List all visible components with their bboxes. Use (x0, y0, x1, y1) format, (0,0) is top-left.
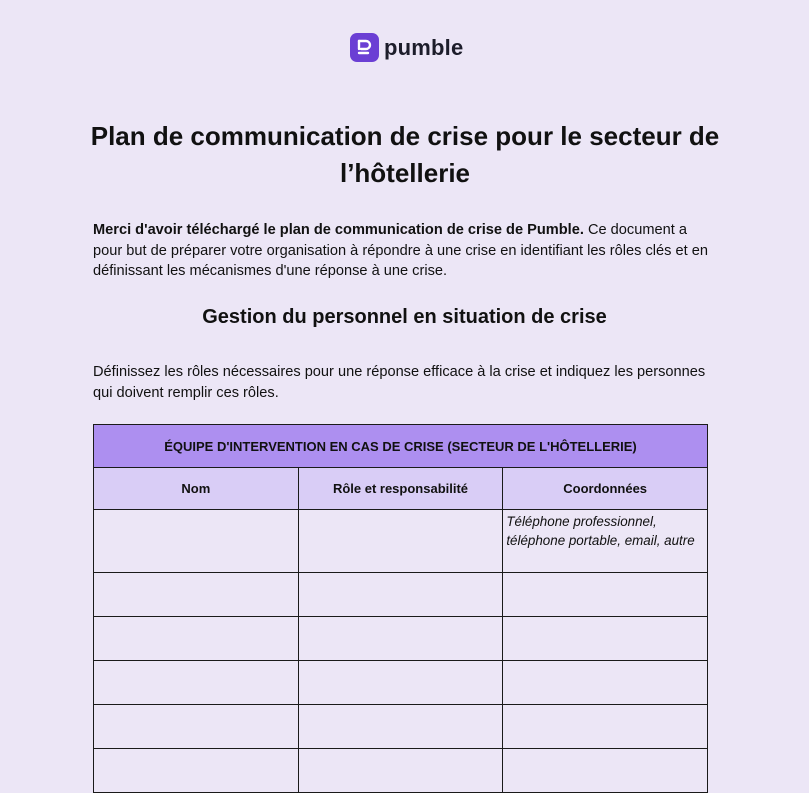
table-row (94, 705, 708, 749)
table-row (94, 510, 708, 573)
table-cell-nom[interactable] (94, 661, 299, 705)
table-cell-nom[interactable] (94, 705, 299, 749)
crisis-team-table (93, 424, 708, 793)
table-cell-nom[interactable] (94, 617, 299, 661)
table-row (94, 661, 708, 705)
pumble-logo (350, 33, 463, 62)
table-cell-nom[interactable] (94, 749, 299, 793)
table-cell-nom[interactable] (94, 573, 299, 617)
table-cell-coordonnees[interactable] (503, 661, 708, 705)
coordonnees-hint: Téléphone professionnel, téléphone portable, email, autre (506, 514, 695, 548)
table-cell-coordonnees[interactable] (503, 510, 708, 573)
table-cell-coordonnees[interactable] (503, 705, 708, 749)
table-cell-role[interactable] (298, 510, 503, 573)
column-header-role: Rôle et responsabilité (298, 468, 503, 510)
table-row (94, 749, 708, 793)
section-description: Définissez les rôles nécessaires pour une réponse efficace à la crise et indiquez les personnes qui doivent remplir ces rôles. (93, 364, 706, 401)
table-cell-coordonnees[interactable] (503, 617, 708, 661)
table-row (94, 617, 708, 661)
document-title: Plan de communication de crise pour le secteur de l’hôtellerie (90, 121, 720, 188)
pumble-logo-text: pumble (384, 34, 464, 60)
table-cell-coordonnees[interactable] (503, 749, 708, 793)
column-header-coordonnees: Coordonnées (503, 468, 708, 510)
intro-bold-text: Merci d'avoir téléchargé le plan de communication de crise de Pumble. (93, 222, 584, 238)
column-header-nom: Nom (94, 468, 299, 510)
table-cell-nom[interactable] (94, 510, 299, 573)
table-cell-role[interactable] (298, 617, 503, 661)
section-title: Gestion du personnel en situation de crise (202, 306, 607, 328)
table-cell-role[interactable] (298, 573, 503, 617)
table-row (94, 573, 708, 617)
table-title: ÉQUIPE D'INTERVENTION EN CAS DE CRISE (SECTEUR DE L'HÔTELLERIE) (94, 425, 708, 468)
pumble-logo-icon (350, 33, 379, 62)
table-cell-role[interactable] (298, 749, 503, 793)
table-cell-coordonnees[interactable] (503, 573, 708, 617)
intro-paragraph (93, 220, 718, 282)
table-cell-role[interactable] (298, 661, 503, 705)
intro-text: Ce document a pour but de préparer votre organisation à répondre à une crise en identifiant les rôles clés et en définissant les mécanismes d'une réponse à une crise. (93, 222, 708, 279)
table-cell-role[interactable] (298, 705, 503, 749)
